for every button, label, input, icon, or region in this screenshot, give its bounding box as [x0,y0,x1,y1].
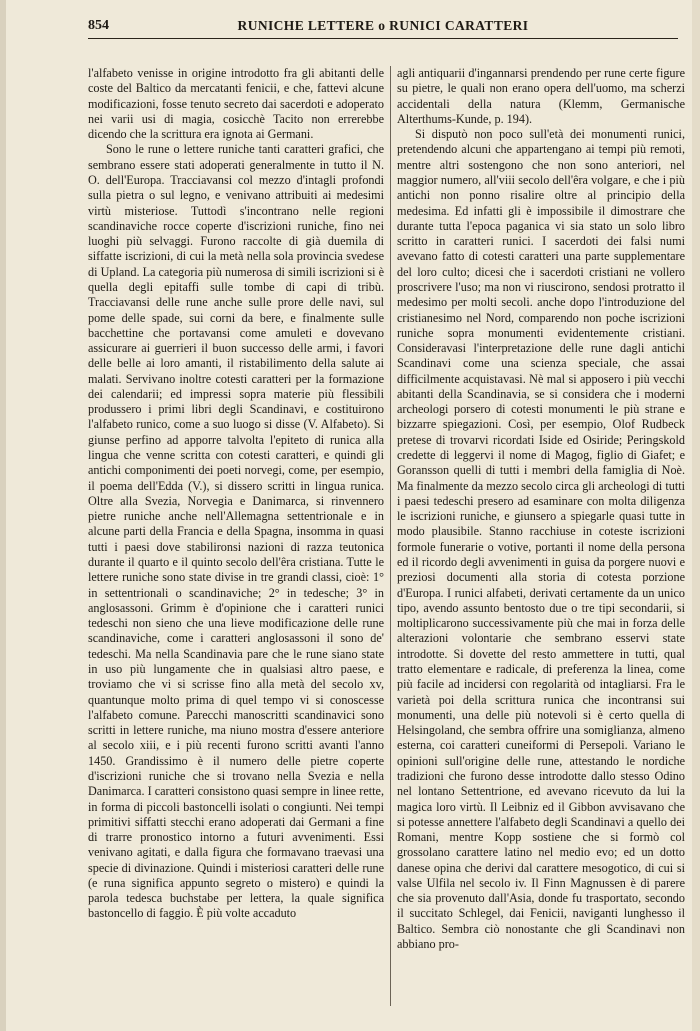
paragraph: agli antiquarii d'ingannarsi prendendo per rune certe figure su pietre, le quali non erano opera dell'uomo, ma scherzi accidentali della natura (Klemm, Germanische Alterthums-Kunde, p. 194). [397,66,685,126]
page-number: 854 [88,18,109,33]
left-column [88,66,384,922]
right-column [397,66,685,952]
column-divider [390,66,391,1006]
running-title: RUNICHE LETTERE o RUNICI CARATTERI [237,18,529,33]
paragraph: Sono le rune o lettere runiche tanti caratteri grafici, che sembrano essere stati adoperati generalmente in tutto il N. O. dell'Europa. Tracciavansi col mezzo d'intagli profondi sulla pietra o sul legno, e venivano attribuiti ai medesimi virtù misteriose. Tuttodì s'incontrano nelle regioni scandinaviche rocce coperte d'iscrizioni runiche, fino nei luoghi più selvaggi. Furono raccolte di già duemila di siffatte iscrizioni, di cui la metà nella sola provincia svedese di Upland. La categoria più numerosa di simili iscrizioni si è quella degli epitaffi sulle tombe di capi di tribù. Tracciavansi delle rune anche sulle prore delle navi, sul pome delle spade, sui corni da bere, e finalmente sulle bacchettine che portavansi come amuleti e dovevano assicurare ai guerrieri il buon successo delle armi, i favori delle belle ai loro amanti, il ristabilimento della salute ai malati. Servivano inoltre cotesti caratteri per la formazione dei calendarii; ed impressi sopra materie più flessibili produssero i primi libri degli Scandinavi, e costituirono l'alfabeto runico, come a suo luogo si disse (V. Alfabeto). Si giunse perfino ad apporre talvolta l'epiteto di runica alla lingua che venne scritta con cotesti caratteri, e quindi gli antichi componimenti dei poeti norvegi, come, per esempio, il poema dell'Edda (V.), si dissero scritti in lingua runica. Oltre alla Svezia, Norvegia e Danimarca, si rinvennero pietre runiche anche nell'Allemagna settentrionale e in alcune parti della Francia e della Spagna, insomma in quasi tutti i paesi dove stabilironsi nazioni di razza teutonica durante il quarto e il quinto secolo dell'êra cristiana. Tutte le lettere runiche sono state divise in tre grandi classi, cioè: 1° in settentrionali o scandinaviche; 2° in tedesche; 3° in anglosassoni. Grimm è d'opinione che i caratteri runici tedeschi non sieno che una lieve modificazione delle rune scandinaviche, come i caratteri anglosassoni il sono de' tedeschi. Ma nella Scandinavia pare che le rune siano state in uso più lungamente che in qualsiasi altro paese, e troviamo che vi si scrisse fino alla metà del secolo xv, quantunque molto prima di quel tempo vi si conoscesse l'alfabeto comune. Parecchi manoscritti scandinavici sono scritti in lettere runiche, ma niuno mostra d'essere anteriore al secolo xiii, e i più recenti furono scritti avanti l'anno 1450. Grandissimo è il numero delle pietre coperte d'iscrizioni runiche che si trovano nella Svezia e nella Danimarca. I caratteri consistono quasi sempre in linee rette, in forma di piccoli bastoncelli isolati o congiunti. Nei tempi primitivi siffatti stecchi erano adoperati dai Germani a fine di trarre pronostico intorno a futuri avvenimenti. Essi venivano agitati, e dalla figura che formavano traevasi una specie di divinazione. Quindi i misteriosi caratteri delle rune (e runa significa appunto segreto o mistero) e quindi la parola tedesca buchstabe per lettera, la quale significa bastoncello di faggio. È più volte accaduto [88,142,384,921]
page-left-edge [0,0,6,1031]
paragraph: l'alfabeto venisse in origine introdotto fra gli abitanti delle coste del Baltico da mercatanti fenicii, e che, fattevi alcune modificazioni, fosse tenuto secreto dai sacerdoti e adoperato nei varii usi di magia, cosicchè Tacito non errerebbe dicendo che la scrittura era ignota ai Germani. [88,66,384,142]
page-header [88,14,678,39]
page-right-edge [692,0,700,1031]
paragraph: Si disputò non poco sull'età dei monumenti runici, pretendendo alcuni che appartengano ai tempi più remoti, mentre altri sostengono che non sono anteriori, nel maggior numero, all'viii secolo dell'êra volgare, e che i più antichi non ponno risalire oltre al principio della medesima. Ed infatti gli è impossibile il dimostrare che durante tutta l'epoca paganica vi sia stato un solo libro scritto in caratteri runici. I sacerdoti dei falsi numi avevano fatto di cotesti caratteri una parte supplementare del loro culto; dicesi che i sacerdoti cristiani ne vollero proscrivere l'uso; ma non vi riuscirono, sendosi protratto il medesimo per molti secoli. anche dopo l'introduzione del cristianesimo nel Nord, comparendo non poche iscrizioni runiche sopra monumenti evidentemente cristiani. Consideravasi l'interpretazione delle rune dagli antichi Scandinavi come una scienza speciale, che assai difficilmente acquistavasi. Nè mal si apposero i più vecchi abitanti della Scandinavia, se si considera che i moderni archeologi porsero di cotesti monumenti le più strane e bizzarre spiegazioni. Così, per esempio, Olof Rudbeck pretese di trovarvi ricordati Iside ed Osiride; Peringskold credette di leggervi il nome di Magog, figlio di Giafet; e Goransson quelli di tutti i membri della famiglia di Noè. Ma finalmente da mezzo secolo circa gli archeologi di tutti i paesi tedeschi presero ad esaminare con molta diligenza le iscrizioni runiche, e giunsero a spiegarle quasi tutte in modo plausibile. Stanno racchiuse in coteste iscrizioni formole funerarie o votive, portanti il nome della persona ed il ricordo degli avvenimenti in guisa da porgere nuovi e preziosi documenti alla storia di cotesta porzione d'Europa. I runici alfabeti, derivati certamente da un unico tipo, avendo assunto bentosto due o tre tipi secondarii, si moltiplicarono successivamente più che mai in forza delle alterazioni volontarie che sembrano esservi state introdotte. Si dovette del resto ammettere in tutti, qual tratto elementare e radicale, di preferenza la linea, come più facile ad incidersi con regolarità od intagliarsi. Fra le varietà poi della scrittura runica che incontransi sui monumenti, una delle più notevoli si è certo quella di Helsingoland, che sembra offrire una somiglianza, almeno esterna, coi caratteri cuneiformi di Persepoli. Variano le opinioni sull'origine delle rune, attestando le nordiche tradizioni che furono desse introdotte dallo stesso Odino nel lontano Settentrione, ed avevano ricevuto da lui la magica loro virtù. Il Leibniz ed il Gibbon avvisavano che si potesse annettere l'alfabeto degli Scandinavi a quello dei Romani, mentre Kopp sostiene che si formò col grossolano carattere latino nel medio evo; ed un dotto danese opina che derivi dal carattere mesogotico, di cui si valse Ulfila nel secolo iv. Il Finn Magnussen è di parere che sia provenuto dall'Asia, donde fu trasportato, secondo il succitato Schlegel, dai Fenicii, naviganti lunghesso il Baltico. Sembra ciò nonostante che gli Scandinavi non abbiano pro- [397,127,685,952]
